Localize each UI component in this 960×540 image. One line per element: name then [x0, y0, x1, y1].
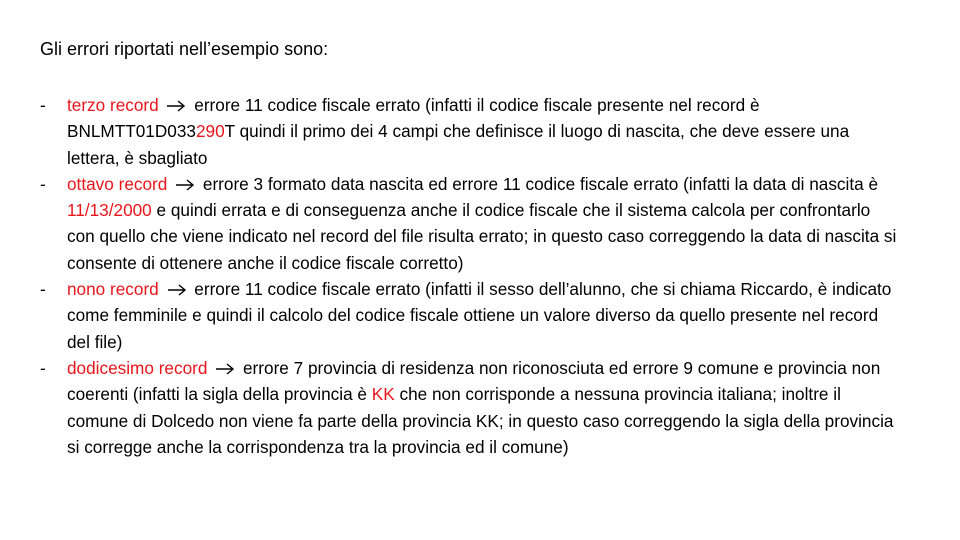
bullet-dash: - [40, 173, 46, 194]
right-arrow-icon [214, 362, 236, 376]
bullet-dash: - [40, 357, 46, 378]
bullet-dash: - [40, 279, 46, 300]
record-label: dodicesimo record [67, 357, 208, 378]
right-arrow-icon [165, 99, 187, 113]
record-label: ottavo record [67, 173, 168, 194]
highlighted-value: KK [371, 384, 395, 405]
record-label: nono record [67, 279, 159, 300]
error-list [40, 92, 900, 460]
list-item [40, 355, 900, 460]
highlighted-value: 290 [195, 121, 225, 142]
list-item [40, 92, 900, 171]
list-item [40, 276, 900, 355]
error-description: errore 11 codice fiscale errato (infatti il sesso dell’alunno, che si chiama Riccardo, è indicato come femminile e quindi il calcolo del codice fiscale ottiene un valore diverso da quello presente nel record del file) [67, 279, 892, 352]
slide-title: Gli errori riportati nell’esempio sono: [40, 39, 329, 59]
error-description: T quindi il primo dei 4 campi che definisce il luogo di nascita, che deve essere una lettera, è sbagliato [67, 121, 850, 168]
error-description: e quindi errata e di conseguenza anche il codice fiscale che il sistema calcola per confrontarlo con quello che viene indicato nel record del file risulta errato; in questo caso correggendo la data di nascita si consente di ottenere anche il codice fiscale corretto) [67, 200, 897, 273]
right-arrow-icon [174, 178, 196, 192]
error-description: errore 7 provincia di residenza non riconosciuta ed errore 9 comune e provincia non coerenti (infatti la sigla della provincia è [67, 357, 881, 405]
list-item [40, 171, 900, 276]
error-description: che non corrisponde a nessuna provincia italiana; inoltre il comune di Dolcedo non viene fa parte della provincia KK; in questo caso correggendo la sigla della provincia si corregge anche la corrispondenza tra la provincia ed il comune) [67, 384, 894, 457]
error-description: errore 11 codice fiscale errato (infatti il codice fiscale presente nel record è BNLMTT01D033 [67, 95, 760, 142]
record-label: terzo record [67, 95, 159, 115]
error-description: errore 3 formato data nascita ed errore 11 codice fiscale errato (infatti la data di nascita è [202, 173, 879, 194]
highlighted-value: 11/13/2000 [67, 200, 152, 221]
bullet-dash: - [40, 95, 46, 115]
right-arrow-icon [166, 283, 188, 297]
